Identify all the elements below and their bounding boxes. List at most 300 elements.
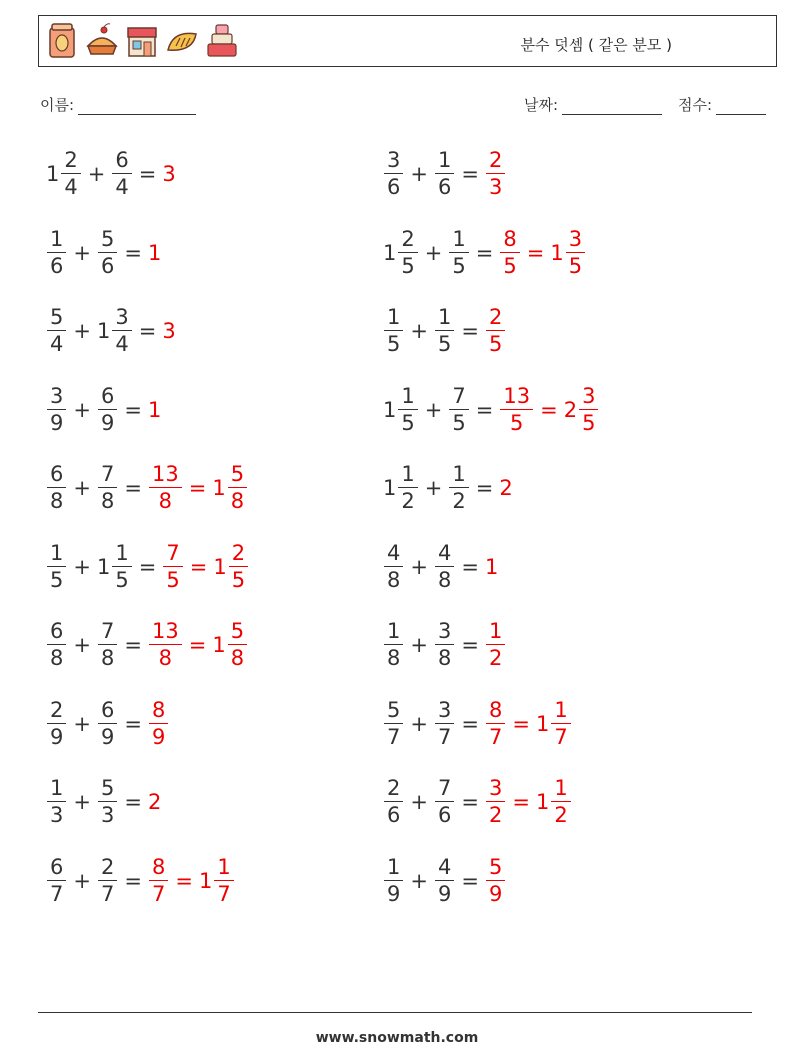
equals-sign: =: [461, 711, 479, 736]
denominator: 2: [554, 803, 568, 827]
denominator: 6: [387, 803, 401, 827]
numerator: 2: [486, 307, 505, 331]
fraction: [486, 150, 505, 198]
numerator: 7: [449, 386, 468, 410]
numerator: 1: [214, 857, 233, 881]
denominator: 5: [166, 567, 180, 592]
answer: [535, 697, 572, 749]
bread-icon: [165, 22, 199, 60]
fraction: [435, 778, 454, 826]
problem-p19: [46, 850, 235, 912]
numerator: 5: [384, 700, 403, 724]
operand: [97, 464, 118, 512]
fraction: [398, 383, 417, 435]
equals-sign: =: [138, 162, 157, 186]
fraction: [98, 854, 117, 906]
numerator: 1: [47, 543, 66, 567]
equals-sign: =: [188, 633, 207, 657]
fraction: [228, 621, 247, 669]
denominator: 7: [554, 724, 568, 749]
whole-number: 1: [535, 790, 550, 814]
answer: [485, 555, 499, 579]
numerator: 5: [98, 229, 117, 253]
fraction: [384, 540, 403, 592]
equals-sign: =: [512, 711, 530, 736]
operand: [383, 150, 404, 198]
denominator: 8: [100, 646, 115, 670]
answer: [162, 162, 176, 186]
whole-number: 2: [563, 397, 578, 422]
numerator: 1: [384, 307, 403, 331]
plus-sign: +: [424, 476, 443, 500]
whole-number: 1: [198, 868, 213, 893]
fraction: [149, 697, 168, 749]
fraction: [384, 697, 403, 749]
answer: [148, 854, 169, 906]
fraction: [47, 226, 66, 278]
numerator: 2: [61, 150, 80, 174]
answer: [148, 697, 169, 749]
date-label: 날짜:: [524, 96, 559, 114]
whole-number: 1: [147, 240, 162, 265]
problem-p8: [383, 379, 599, 441]
operand: [46, 307, 67, 355]
operand: [46, 383, 67, 435]
denominator: 9: [100, 410, 115, 435]
score-label: 점수:: [678, 96, 713, 114]
equals-sign: =: [138, 319, 157, 343]
fraction: [112, 150, 131, 198]
operand: [46, 778, 67, 826]
numerator: 2: [486, 150, 505, 174]
date-field: [524, 94, 662, 115]
fraction: [98, 464, 117, 512]
equals-sign: =: [124, 868, 142, 893]
operand: [46, 697, 67, 749]
fraction: [398, 226, 417, 278]
denominator: 5: [401, 410, 415, 435]
numerator: 3: [435, 621, 454, 645]
denominator: 9: [437, 881, 452, 906]
problem-p11: [46, 536, 249, 598]
answer: [485, 150, 506, 198]
problem-p20: [383, 850, 506, 912]
denominator: 8: [50, 489, 64, 513]
denominator: 8: [230, 646, 245, 670]
fraction: [435, 854, 454, 906]
equals-sign: =: [461, 554, 479, 579]
denominator: 8: [230, 489, 245, 513]
denominator: 5: [568, 253, 583, 278]
numerator: 4: [384, 543, 403, 567]
operand: [97, 854, 118, 906]
numerator: 1: [449, 229, 468, 253]
whole-number: 1: [96, 554, 111, 579]
problem-p2: [383, 143, 506, 205]
denominator: 8: [158, 646, 173, 670]
operand: [434, 150, 455, 198]
denominator: 4: [50, 332, 64, 356]
plus-sign: +: [73, 319, 91, 343]
denominator: 5: [452, 253, 466, 278]
numerator: 6: [47, 621, 66, 645]
operand: [383, 383, 419, 435]
denominator: 4: [115, 175, 129, 199]
whole-number: 3: [162, 162, 176, 186]
fraction: [398, 464, 417, 512]
equals-sign: =: [461, 319, 479, 343]
problem-p17: [46, 771, 162, 833]
whole-number: 2: [147, 790, 162, 814]
operand: [383, 778, 404, 826]
whole-number: 1: [535, 711, 550, 736]
numerator: 5: [228, 621, 247, 645]
fraction: [47, 697, 66, 749]
fraction: [112, 540, 131, 592]
equals-sign: =: [475, 240, 494, 265]
answer: [148, 621, 183, 669]
denominator: 5: [582, 410, 596, 435]
fraction: [47, 464, 66, 512]
operand: [97, 697, 118, 749]
denominator: 5: [387, 332, 401, 356]
denominator: 7: [50, 881, 64, 906]
date-blank[interactable]: [562, 98, 662, 115]
name-blank[interactable]: [78, 98, 196, 115]
denominator: 5: [488, 332, 503, 356]
problem-p15: [46, 693, 169, 755]
plus-sign: +: [410, 790, 428, 814]
denominator: 7: [100, 881, 115, 906]
denominator: 9: [387, 881, 401, 906]
answer: [148, 398, 162, 422]
answer: [499, 226, 520, 278]
operand: [383, 464, 419, 512]
operand: [448, 226, 469, 278]
plus-sign: +: [73, 240, 91, 265]
equals-sign: =: [461, 868, 479, 893]
footer-divider: [38, 1012, 752, 1013]
numerator: 3: [435, 700, 454, 724]
fraction: [98, 621, 117, 669]
denominator: 8: [100, 489, 115, 513]
answer: [213, 540, 249, 592]
fraction: [500, 383, 533, 435]
operand: [46, 540, 67, 592]
numerator: 8: [500, 229, 519, 253]
fraction: [384, 854, 403, 906]
flour-sack-icon: [45, 22, 79, 60]
numerator: 6: [47, 857, 66, 881]
operand: [96, 540, 133, 592]
fraction: [579, 383, 598, 435]
fraction: [486, 307, 505, 355]
numerator: 7: [98, 621, 117, 645]
answer: [212, 464, 248, 512]
denominator: 5: [401, 253, 415, 278]
numerator: 5: [486, 857, 505, 881]
whole-number: 1: [213, 554, 227, 579]
plus-sign: +: [410, 162, 428, 186]
operand: [448, 464, 469, 512]
numerator: 6: [98, 700, 117, 724]
problem-p14: [383, 614, 506, 676]
numerator: 1: [398, 386, 417, 410]
denominator: 8: [437, 646, 452, 670]
numerator: 1: [435, 150, 454, 174]
operand: [383, 697, 404, 749]
whole-number: 1: [484, 554, 499, 579]
denominator: 7: [488, 724, 503, 749]
denominator: 6: [437, 175, 452, 199]
fraction: [566, 226, 585, 278]
equals-sign: =: [475, 476, 494, 500]
equals-sign: =: [124, 711, 142, 736]
equals-sign: =: [138, 554, 157, 579]
numerator: 1: [112, 543, 131, 567]
denominator: 5: [503, 253, 517, 278]
fraction: [449, 383, 468, 435]
operand: [46, 150, 82, 198]
numerator: 4: [435, 857, 454, 881]
denominator: 2: [488, 803, 503, 827]
numerator: 2: [384, 778, 403, 802]
denominator: 6: [100, 253, 115, 278]
plus-sign: +: [73, 711, 91, 736]
score-field: [678, 94, 766, 115]
plus-sign: +: [424, 240, 443, 265]
whole-number: 1: [550, 240, 564, 265]
bakery-shop-icon: [125, 22, 159, 60]
fraction: [449, 464, 468, 512]
answer: [485, 697, 506, 749]
numerator: 6: [47, 464, 66, 488]
denominator: 9: [100, 724, 115, 749]
answer: [536, 778, 572, 826]
denominator: 7: [151, 881, 166, 906]
plus-sign: +: [73, 554, 91, 579]
denominator: 2: [401, 489, 415, 513]
answer: [485, 778, 506, 826]
fraction: [47, 383, 66, 435]
problem-p6: [383, 300, 506, 362]
operand: [383, 854, 404, 906]
numerator: 2: [229, 543, 248, 567]
worksheet-title: 분수 덧셈 ( 같은 분모 ): [520, 36, 672, 54]
numerator: 1: [384, 857, 403, 881]
operand: [97, 621, 118, 669]
fraction: [435, 697, 454, 749]
operand: [46, 621, 67, 669]
answer: [563, 383, 600, 435]
fraction: [149, 464, 182, 512]
numerator: 7: [435, 778, 454, 802]
denominator: 8: [387, 646, 401, 670]
equals-sign: =: [461, 790, 479, 814]
numerator: 13: [149, 464, 182, 488]
plus-sign: +: [410, 711, 428, 736]
equals-sign: =: [124, 476, 142, 500]
operand: [383, 540, 404, 592]
operand: [97, 383, 118, 435]
numerator: 1: [384, 621, 403, 645]
equals-sign: =: [124, 790, 142, 814]
operand: [46, 464, 67, 512]
numerator: 5: [47, 307, 66, 331]
plus-sign: +: [410, 868, 428, 893]
fraction: [384, 778, 403, 826]
fraction: [149, 621, 182, 669]
whole-number: 1: [212, 476, 226, 500]
numerator: 1: [435, 307, 454, 331]
score-blank[interactable]: [716, 98, 766, 115]
answer: [485, 854, 506, 906]
equals-sign: =: [526, 240, 545, 265]
denominator: 2: [452, 489, 466, 513]
numerator: 3: [384, 150, 403, 174]
numerator: 8: [149, 857, 168, 881]
numerator: 4: [435, 543, 454, 567]
denominator: 8: [437, 567, 452, 592]
denominator: 3: [488, 175, 503, 199]
operand: [46, 226, 67, 278]
whole-number: 1: [96, 319, 111, 343]
fraction: [384, 307, 403, 355]
fraction: [228, 464, 247, 512]
denominator: 3: [100, 803, 115, 827]
operand: [434, 540, 455, 592]
whole-number: 3: [162, 319, 176, 343]
fraction: [486, 854, 505, 906]
problem-p16: [383, 693, 572, 755]
operand: [97, 226, 118, 278]
operand: [434, 621, 455, 669]
numerator: 6: [112, 150, 131, 174]
answer: [162, 540, 183, 592]
numerator: 5: [98, 778, 117, 802]
denominator: 9: [50, 410, 64, 435]
answer: [148, 790, 162, 814]
fraction: [214, 854, 233, 906]
operand: [434, 307, 455, 355]
fraction: [98, 226, 117, 278]
answer: [148, 464, 183, 512]
numerator: 1: [449, 464, 468, 488]
operand: [383, 307, 404, 355]
operand: [97, 778, 118, 826]
answer: [485, 621, 506, 669]
numerator: 1: [47, 229, 66, 253]
fraction: [500, 226, 519, 278]
numerator: 7: [98, 464, 117, 488]
denominator: 2: [488, 646, 503, 670]
fraction: [47, 778, 66, 826]
denominator: 3: [50, 803, 64, 827]
operand: [434, 854, 455, 906]
fraction: [163, 540, 182, 592]
denominator: 5: [510, 410, 524, 435]
fraction: [449, 226, 468, 278]
numerator: 13: [500, 386, 533, 410]
cake-icon: [205, 22, 239, 60]
answer: [212, 621, 248, 669]
denominator: 5: [437, 332, 452, 356]
equals-sign: =: [124, 240, 142, 265]
fraction: [47, 854, 66, 906]
denominator: 9: [151, 724, 166, 749]
whole-number: 1: [46, 162, 60, 186]
whole-number: 2: [499, 476, 513, 500]
fraction: [551, 778, 570, 826]
numerator: 3: [47, 386, 66, 410]
fraction: [98, 778, 117, 826]
problem-p9: [46, 457, 248, 519]
plus-sign: +: [73, 633, 91, 657]
problem-p5: [46, 300, 177, 362]
problem-p13: [46, 614, 248, 676]
fraction: [47, 621, 66, 669]
fraction: [435, 307, 454, 355]
numerator: 1: [398, 464, 417, 488]
denominator: 9: [488, 881, 503, 906]
problem-p10: [383, 457, 514, 519]
operand: [448, 383, 469, 435]
problem-p7: [46, 379, 162, 441]
denominator: 8: [387, 567, 401, 592]
equals-sign: =: [475, 397, 494, 422]
fraction: [47, 307, 66, 355]
fraction: [384, 621, 403, 669]
plus-sign: +: [87, 162, 106, 186]
whole-number: 1: [383, 397, 397, 422]
whole-number: 1: [212, 633, 226, 657]
equals-sign: =: [512, 790, 530, 814]
numerator: 3: [579, 386, 598, 410]
equals-sign: =: [124, 397, 142, 422]
numerator: 2: [98, 857, 117, 881]
denominator: 5: [452, 410, 466, 435]
fraction: [486, 697, 505, 749]
answer: [148, 241, 162, 265]
problem-p4: [383, 222, 586, 284]
fraction: [229, 540, 248, 592]
denominator: 7: [217, 881, 231, 906]
fraction: [486, 621, 505, 669]
denominator: 7: [437, 724, 452, 749]
header-box: [38, 15, 777, 67]
fraction: [435, 150, 454, 198]
denominator: 6: [50, 253, 64, 278]
numerator: 2: [47, 700, 66, 724]
denominator: 7: [387, 724, 401, 749]
fraction: [47, 540, 66, 592]
numerator: 7: [163, 543, 182, 567]
plus-sign: +: [410, 319, 428, 343]
equals-sign: =: [175, 868, 193, 893]
plus-sign: +: [73, 868, 91, 893]
numerator: 3: [566, 229, 585, 253]
operand: [434, 778, 455, 826]
operand: [383, 226, 419, 278]
numerator: 1: [551, 700, 570, 724]
problem-p12: [383, 536, 499, 598]
name-label: 이름:: [40, 96, 75, 114]
equals-sign: =: [189, 554, 208, 579]
problem-p1: [46, 143, 177, 205]
name-field: [40, 94, 196, 115]
numerator: 8: [149, 700, 168, 724]
answer: [499, 476, 513, 500]
